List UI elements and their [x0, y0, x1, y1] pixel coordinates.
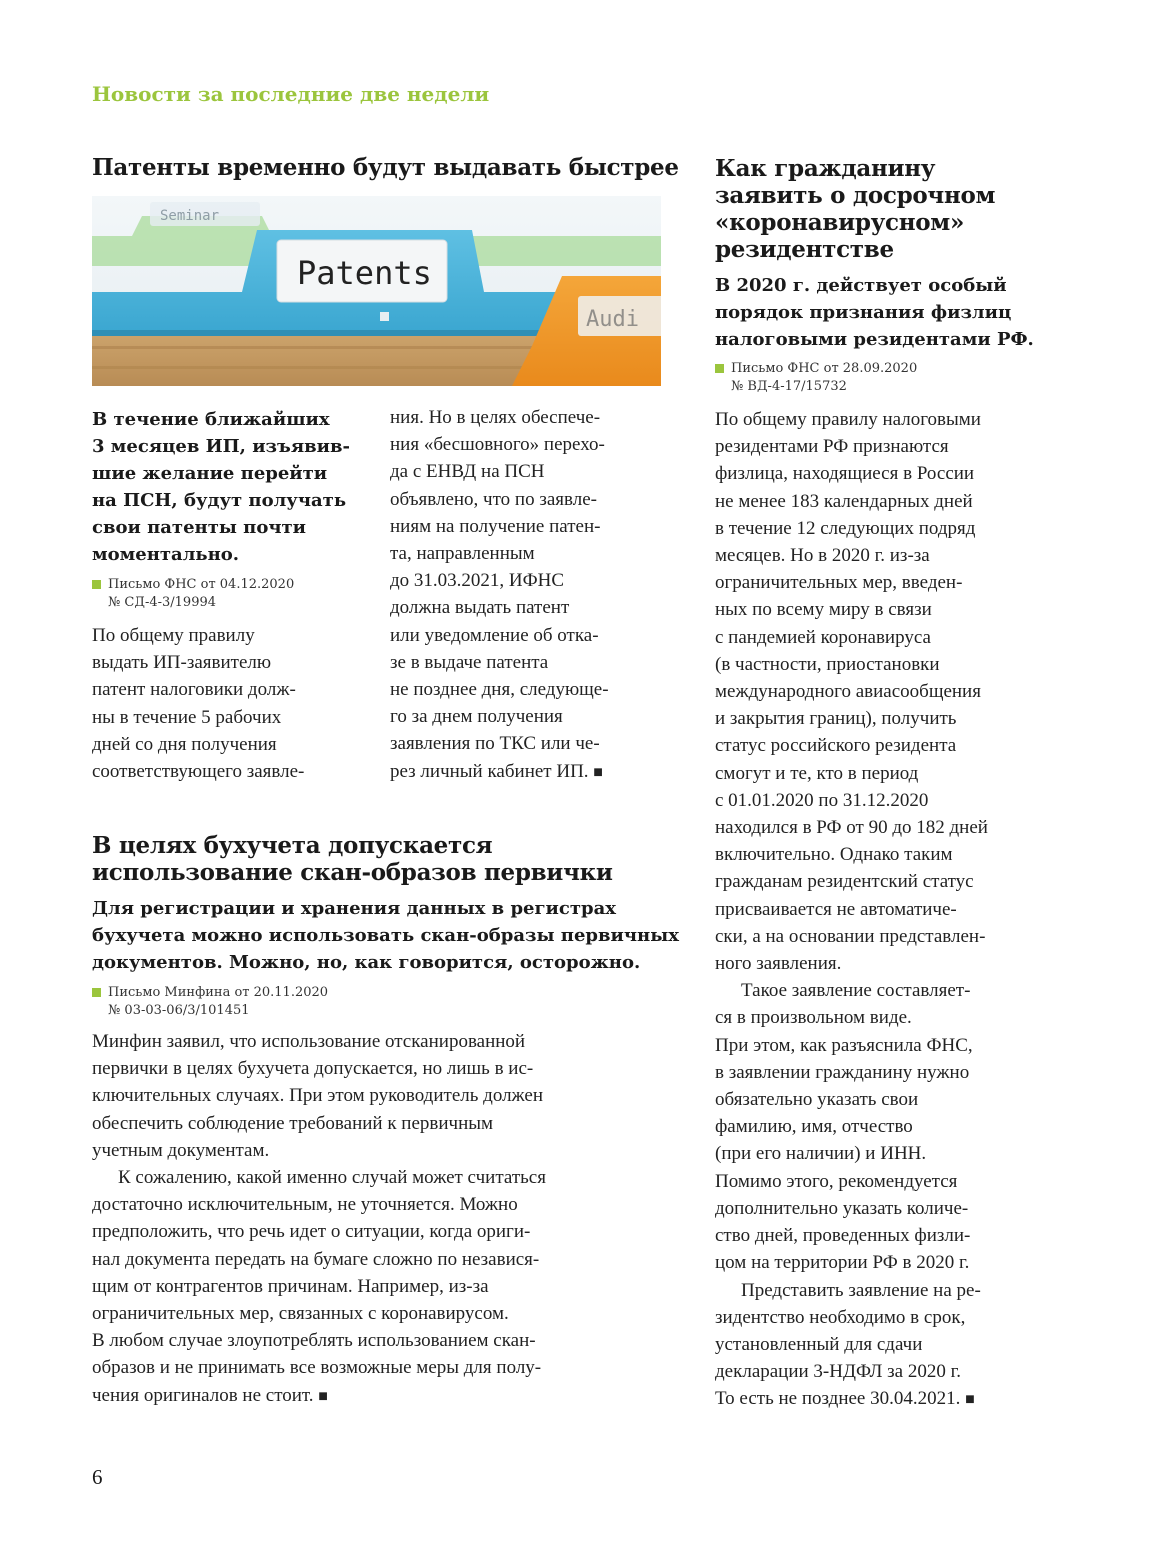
- body-line: В любом случае злоупотреблять использованием скан-: [92, 1330, 536, 1352]
- title-line: заявить о досрочном: [715, 182, 996, 209]
- source-line: № 03-03-06/3/101451: [108, 1003, 250, 1018]
- body-line: установленный для сдачи: [715, 1333, 923, 1355]
- article1-col2: [390, 404, 670, 786]
- body-line: (при его наличии) и ИНН.: [715, 1143, 927, 1165]
- body-line: ограничительных мер, введен-: [715, 572, 963, 594]
- source-line: Письмо ФНС от 04.12.2020: [108, 577, 295, 592]
- lead-line: налоговыми резидентами РФ.: [715, 329, 1034, 350]
- body-line: дополнительно указать количе-: [715, 1197, 969, 1219]
- section-label: Новости за последние две недели: [92, 82, 490, 106]
- body-line: не позднее дня, следующе-: [390, 679, 609, 701]
- body-line: с пандемией коронавируса: [715, 626, 931, 648]
- lead-line: порядок признания физлиц: [715, 302, 1012, 323]
- article2-source: [92, 984, 328, 1020]
- source-marker-icon: [92, 988, 101, 997]
- body-line: та, направленным: [390, 543, 535, 565]
- body-line: Такое заявление составляет-: [741, 980, 971, 1002]
- body-line: первички в целях бухучета допускается, но лишь в ис-: [92, 1058, 534, 1080]
- patents-tab-text: Patents: [297, 254, 432, 292]
- lead-line: шие желание перейти: [92, 463, 328, 484]
- body-line: рез личный кабинет ИП.: [390, 760, 589, 782]
- body-line: ных по всему миру в связи: [715, 599, 932, 621]
- body-line: По общему правилу налоговыми: [715, 409, 981, 430]
- body-line: не менее 183 календарных дней: [715, 490, 973, 512]
- body-line: Помимо этого, рекомендуется: [715, 1170, 958, 1192]
- title-line: «коронавирусном»: [715, 209, 965, 236]
- title-line: В целях бухучета допускается: [92, 832, 493, 859]
- body-line: с 01.01.2020 по 31.12.2020: [715, 789, 929, 811]
- article3-source: [715, 360, 917, 396]
- title-line: резидентстве: [715, 236, 894, 263]
- source-marker-icon: [92, 580, 101, 589]
- body-line: да с ЕНВД на ПСН: [390, 461, 545, 483]
- body-line: до 31.03.2021, ИФНС: [390, 570, 565, 592]
- source-line: Письмо Минфина от 20.11.2020: [108, 985, 329, 1000]
- body-line: нал документа передать на бумаге сложно по независя-: [92, 1248, 540, 1270]
- body-line: и закрытия границ), получить: [715, 708, 957, 730]
- body-line: находился в РФ от 90 до 182 дней: [715, 817, 988, 839]
- article2-title: [92, 832, 613, 886]
- body-line: зе в выдаче патента: [390, 651, 549, 673]
- body-line: достаточно исключительным, не уточняется. Можно: [92, 1194, 518, 1216]
- body-line: Минфин заявил, что использование отсканированной: [92, 1031, 526, 1052]
- source-marker-icon: [715, 364, 724, 373]
- article2-body: [92, 1028, 662, 1410]
- body-line: цом на территории РФ в 2020 г.: [715, 1252, 970, 1274]
- body-line: декларации 3-НДФЛ за 2020 г.: [715, 1361, 961, 1383]
- body-line: в заявлении гражданину нужно: [715, 1061, 970, 1083]
- source-line: № СД-4-3/19994: [108, 595, 217, 610]
- body-line: международного авиасообщения: [715, 681, 981, 703]
- lead-line: 3 месяцев ИП, изъявив-: [92, 436, 350, 457]
- body-line: зидентство необходимо в срок,: [715, 1306, 966, 1328]
- body-line: дней со дня получения: [92, 733, 277, 755]
- end-mark-icon: ■: [965, 1391, 975, 1409]
- article1-source: [92, 576, 294, 612]
- body-line: присваивается не автоматиче-: [715, 898, 957, 920]
- body-line: соответствующего заявле-: [92, 761, 305, 783]
- body-line: ниям на получение патен-: [390, 515, 601, 537]
- article1-col1: [92, 622, 372, 785]
- audit-tab-text: Audi: [586, 307, 639, 332]
- body-line: статус российского резидента: [715, 735, 957, 757]
- lead-line: свои патенты почти: [92, 517, 307, 538]
- lead-line: бухучета можно использовать скан-образы первичных: [92, 925, 679, 946]
- body-line: Представить заявление на ре-: [741, 1279, 981, 1301]
- body-line: По общему правилу: [92, 625, 255, 646]
- end-mark-icon: ■: [318, 1387, 328, 1405]
- body-line: ключительных случаях. При этом руководитель должен: [92, 1085, 544, 1107]
- body-line: смогут и те, кто в период: [715, 762, 919, 784]
- lead-line: В течение ближайших: [92, 409, 330, 430]
- body-line: ски, а на основании представлен-: [715, 925, 986, 947]
- body-line: или уведомление об отка-: [390, 624, 599, 646]
- patents-folders-illustration: [92, 196, 661, 386]
- body-line: (в частности, приостановки: [715, 653, 940, 675]
- article1-lead: [92, 406, 362, 568]
- body-line: ограничительных мер, связанных с коронавирусом.: [92, 1303, 509, 1325]
- body-line: резидентами РФ признаются: [715, 436, 949, 458]
- page-number: 6: [92, 1465, 103, 1489]
- body-line: К сожалению, какой именно случай может считаться: [118, 1167, 546, 1189]
- article2-lead: [92, 895, 679, 976]
- body-line: месяцев. Но в 2020 г. из-за: [715, 545, 930, 567]
- end-mark-icon: ■: [593, 763, 603, 781]
- body-line: должна выдать патент: [390, 597, 570, 619]
- body-line: физлица, находящиеся в России: [715, 463, 975, 485]
- source-line: Письмо ФНС от 28.09.2020: [731, 361, 918, 376]
- body-line: ся в произвольном виде.: [715, 1007, 912, 1029]
- body-line: фамилию, имя, отчество: [715, 1116, 913, 1138]
- body-line: гражданам резидентский статус: [715, 871, 974, 893]
- article3-body: [715, 406, 1045, 1414]
- body-line: При этом, как разъяснила ФНС,: [715, 1034, 973, 1056]
- article1-title: Патенты временно будут выдавать быстрее: [92, 154, 679, 181]
- body-line: выдать ИП-заявителю: [92, 652, 272, 674]
- body-line: ство дней, проведенных физли-: [715, 1225, 971, 1247]
- lead-line: В 2020 г. действует особый: [715, 275, 1007, 296]
- body-line: ны в течение 5 рабочих: [92, 706, 282, 728]
- lead-line: документов. Можно, но, как говорится, осторожно.: [92, 952, 641, 973]
- title-line: использование скан-образов первички: [92, 859, 613, 886]
- source-line: № ВД-4-17/15732: [731, 379, 847, 394]
- patents-photo: [92, 196, 661, 386]
- body-line: патент налоговики долж-: [92, 679, 296, 701]
- lead-line: моментально.: [92, 544, 240, 565]
- body-line: включительно. Однако таким: [715, 844, 953, 866]
- body-line: предположить, что речь идет о ситуации, когда ориги-: [92, 1221, 531, 1243]
- seminar-tab-text: Seminar: [160, 208, 220, 224]
- body-line: обеспечить соблюдение требований к первичным: [92, 1112, 494, 1134]
- body-line: То есть не позднее 30.04.2021.: [715, 1388, 961, 1410]
- body-line: ния. Но в целях обеспече-: [390, 407, 601, 428]
- body-line: го за днем получения: [390, 706, 563, 728]
- body-line: учетным документам.: [92, 1139, 270, 1161]
- body-line: обязательно указать свои: [715, 1089, 919, 1111]
- article3-title: [715, 155, 1045, 263]
- body-line: в течение 12 следующих подряд: [715, 517, 976, 539]
- body-line: образов и не принимать все возможные меры для полу-: [92, 1357, 542, 1379]
- body-line: заявления по ТКС или че-: [390, 733, 600, 755]
- body-line: объявлено, что по заявле-: [390, 488, 597, 510]
- article3-lead: [715, 272, 1045, 353]
- title-line: Как гражданину: [715, 155, 936, 182]
- lead-line: на ПСН, будут получать: [92, 490, 347, 511]
- body-line: ния «бесшовного» перехо-: [390, 434, 605, 456]
- body-line: щим от контрагентов причинам. Например, из-за: [92, 1275, 489, 1297]
- lead-line: Для регистрации и хранения данных в регистрах: [92, 898, 616, 919]
- body-line: ного заявления.: [715, 953, 842, 975]
- body-line: чения оригиналов не стоит.: [92, 1384, 314, 1406]
